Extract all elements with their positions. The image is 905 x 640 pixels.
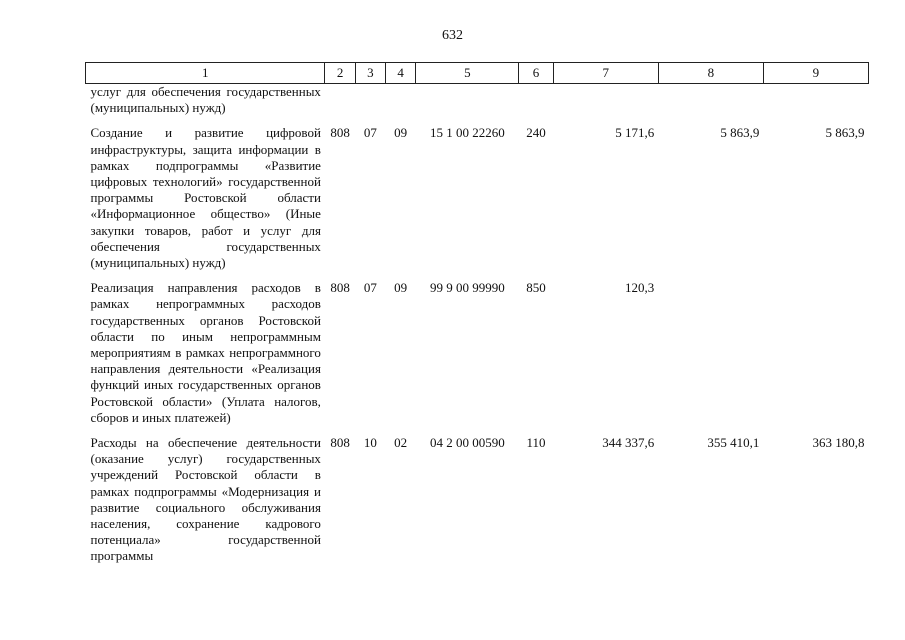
- cell-amount-year1: [553, 84, 658, 126]
- table-header-row: [86, 63, 869, 84]
- cell-amount-year3: [763, 84, 868, 126]
- column-header: 3: [355, 63, 385, 84]
- cell-amount-year1: 5 171,6: [615, 125, 655, 141]
- cell-expense-type: 850: [526, 280, 546, 296]
- cell-ministry: 808: [330, 280, 350, 296]
- budget-table: [85, 62, 869, 565]
- cell-amount-year1: 344 337,6: [602, 435, 655, 451]
- cell-target-article: 04 2 00 00590: [429, 435, 505, 451]
- cell-section: 07: [363, 280, 377, 296]
- column-header: 4: [386, 63, 416, 84]
- cell-target-article: 15 1 00 22260: [429, 125, 505, 141]
- row-description: Расходы на обеспечение деятельности (оказание услуг) государственных учреждений Ростовской области в рамках подпрограммы «Модернизация и развитие социального обслуживания населения, сохранение кадрового потенциала» государственной программы: [90, 435, 321, 564]
- cell-expense-type: 110: [526, 435, 546, 451]
- table-row: [86, 125, 869, 280]
- table-row: [86, 435, 869, 565]
- cell-amount-year1: 120,3: [625, 280, 655, 296]
- cell-expense-type: [519, 84, 553, 126]
- cell-ministry: 808: [330, 435, 350, 451]
- cell-amount-year3: 363 180,8: [812, 435, 865, 451]
- cell-amount-year3: [763, 280, 868, 435]
- cell-section: 07: [363, 125, 377, 141]
- page-number: 632: [442, 28, 463, 43]
- cell-subsection: 02: [394, 435, 408, 451]
- column-header: 5: [416, 63, 519, 84]
- cell-subsection: 09: [394, 280, 408, 296]
- table-row: [86, 280, 869, 435]
- cell-ministry: 808: [330, 125, 350, 141]
- cell-section: [355, 84, 385, 126]
- cell-subsection: [386, 84, 416, 126]
- cell-amount-year2: 355 410,1: [707, 435, 760, 451]
- cell-ministry: [325, 84, 355, 126]
- column-header: 9: [763, 63, 868, 84]
- cell-amount-year2: 5 863,9: [720, 125, 760, 141]
- column-header: 1: [86, 63, 325, 84]
- cell-subsection: 09: [394, 125, 408, 141]
- column-header: 6: [519, 63, 553, 84]
- row-description: Реализация направления расходов в рамках непрограммных расходов государственных органов Ростовской области по иным непрограммным мероприятиям в рамках непрограммного направления деятельности «Реализация функций иных государственных органов Ростовской области» (Уплата налогов, сборов и иных платежей): [90, 280, 321, 425]
- table-row: [86, 84, 869, 126]
- column-header: 8: [658, 63, 763, 84]
- cell-expense-type: 240: [526, 125, 546, 141]
- column-header: 7: [553, 63, 658, 84]
- cell-section: 10: [363, 435, 377, 451]
- row-description: Создание и развитие цифровой инфраструктуры, защита информации в рамках подпрограммы «Развитие цифровых технологий» государственной программы Ростовской области «Информационное общество» (Иные закупки товаров, работ и услуг для обеспечения государственных (муниципальных) нужд): [90, 125, 321, 271]
- row-description: услуг для обеспечения государственных (муниципальных) нужд): [90, 84, 321, 116]
- cell-amount-year2: [658, 84, 763, 126]
- cell-target-article: 99 9 00 99990: [429, 280, 505, 296]
- cell-target-article: [416, 84, 519, 126]
- column-header: 2: [325, 63, 355, 84]
- cell-amount-year3: 5 863,9: [825, 125, 865, 141]
- cell-amount-year2: [658, 280, 763, 435]
